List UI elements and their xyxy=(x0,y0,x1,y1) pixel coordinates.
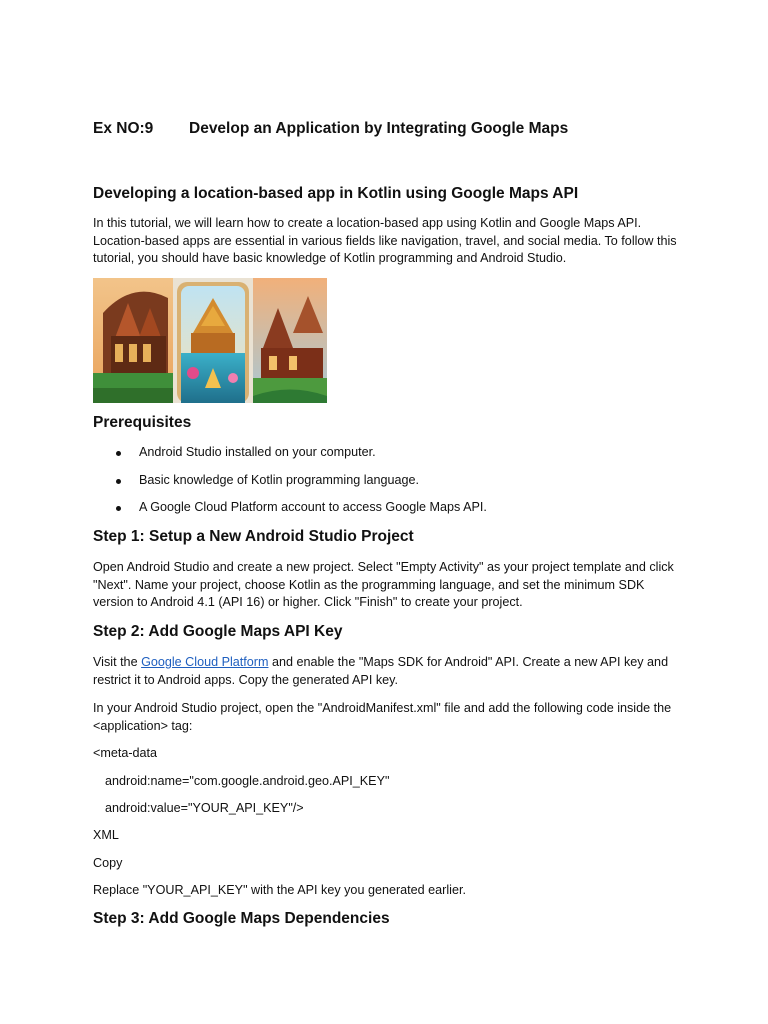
code-line: android:value="YOUR_API_KEY"/> xyxy=(105,801,304,815)
step2-paragraph-2: In your Android Studio project, open the "AndroidManifest.xml" file and add the following code inside the <application> tag: xyxy=(93,701,672,733)
hero-image xyxy=(93,278,327,403)
intro-heading: Developing a location-based app in Kotlin using Google Maps API xyxy=(93,185,579,202)
prerequisites-heading: Prerequisites xyxy=(93,414,192,431)
list-item: Basic knowledge of Kotlin programming language. xyxy=(93,472,487,500)
code-line: <meta-data xyxy=(93,746,158,760)
list-item: A Google Cloud Platform account to access Google Maps API. xyxy=(93,499,487,527)
google-cloud-platform-link[interactable]: Google Cloud Platform xyxy=(141,655,269,669)
step1-paragraph: Open Android Studio and create a new project. Select "Empty Activity" as your project template and click "Next". Name your project, choose Kotlin as the programming language, and set the minimum SDK version to Android 4.1 (API 16) or higher. Click "Finish" to create your project. xyxy=(93,560,674,610)
copy-text: Copy xyxy=(93,856,123,870)
code-line: android:name="com.google.android.geo.API_KEY" xyxy=(105,774,390,788)
bullet-icon xyxy=(116,451,121,456)
step1-heading: Step 1: Setup a New Android Studio Project xyxy=(93,528,414,545)
exercise-number: Ex NO:9 xyxy=(93,120,154,137)
exercise-name: Develop an Application by Integrating Google Maps xyxy=(189,120,569,137)
prerequisites-list xyxy=(93,444,487,527)
list-item: Android Studio installed on your computer. xyxy=(93,444,487,472)
bullet-icon xyxy=(116,506,121,511)
step3-heading: Step 3: Add Google Maps Dependencies xyxy=(93,910,390,927)
intro-paragraph: In this tutorial, we will learn how to create a location-based app using Kotlin and Google Maps API. Location-based apps are essential in various fields like navigation, travel, and social media. To follow this tutorial, you should have basic knowledge of Kotlin programming and Android Studio. xyxy=(93,216,677,266)
bullet-icon xyxy=(116,479,121,484)
code-language-label: XML xyxy=(93,828,119,842)
step2-paragraph-1: Visit the Google Cloud Platform and enable the "Maps SDK for Android" API. Create a new API key and restrict it to Android apps. Copy the generated API key. xyxy=(93,655,669,687)
step2-paragraph-3: Replace "YOUR_API_KEY" with the API key you generated earlier. xyxy=(93,883,466,897)
step2-heading: Step 2: Add Google Maps API Key xyxy=(93,623,343,640)
exercise-title xyxy=(93,120,568,138)
